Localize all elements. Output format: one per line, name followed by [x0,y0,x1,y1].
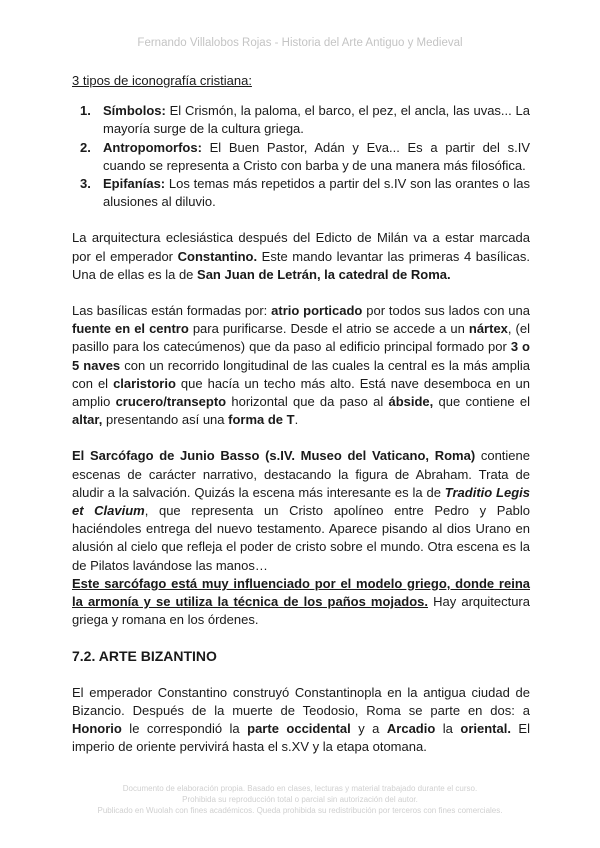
bold-underline-run: Este sarcófago está muy influenciado por el modelo griego, donde reina la armonía y se utiliza la técnica de los paños mojados. [72,575,530,610]
list-item [72,139,530,175]
text-run: Este mando levantar las primeras 4 basílicas. Una de ellas es la de [72,248,530,282]
bold-run: Arcadio [386,721,436,737]
bold-run: El Sarcófago de Junio Basso (s.IV. Museo del Vaticano, Roma) [72,448,476,464]
text-run: que hacía un techo más alto. Está nave desemboca en un amplio [72,375,530,410]
bold-run: oriental. [460,721,511,737]
text-run: horizontal que da paso al [226,394,389,410]
text-run: que contiene el [433,394,530,410]
bold-run: parte occidental [247,721,351,737]
list-item [72,175,530,211]
text-run: El emperador Constantino construyó Constantinopla en la antigua ciudad de Bizancio. Después de la muerte de Teodosio, Roma se parte en dos: a [72,684,530,718]
bold-italic-run: Traditio Legis et Clavium [72,484,530,519]
bold-run: San Juan de Letrán, la catedral de Roma. [197,266,451,282]
list-term: Epifanías: [103,176,166,192]
bold-run: crucero/transepto [115,394,227,410]
paragraph-sarcofago [72,447,530,629]
intro-text: 3 tipos de iconografía cristiana: [72,73,252,88]
list-item [72,102,530,138]
text-run: . [294,412,299,428]
bold-run: altar, [72,412,103,428]
list-term: Símbolos: [103,103,166,119]
text-run: para purificarse. Desde el atrio se accede a un [188,321,469,337]
list-text: El Buen Pastor, Adán y Eva... Es a partir del s.IV cuando se representa a Cristo con barba y de una manera más filosófica. [103,139,530,173]
bold-run: atrio porticado [271,303,363,319]
text-run: La arquitectura eclesiástica después del Edicto de Milán va a estar marcada por el emperador [72,230,530,264]
footer-line: Prohibida su reproducción total o parcial sin autorización del autor. [182,795,418,804]
intro-line [72,72,530,90]
text-run: , que representa un Cristo apolíneo entre Pedro y Pablo haciéndoles entrega del nuevo testamento. Aparece pisando al dios Urano en alusión al cielo que refleja el poder de cristo sobre el mundo. Otra escena es la de Pilatos lavándose las manos… [72,503,530,573]
footer-line: Documento de elaboración propia. Basado en clases, lecturas y material trabajado durante el curso. [122,784,478,793]
text-run: Las basílicas están formadas por: [72,303,272,319]
text-run: , (el pasillo para los catecúmenos) que da paso al edificio principal formado por [72,321,530,355]
text-run: El imperio de oriente pervivirá hasta el s.XV y la etapa otomana. [72,721,530,755]
bold-run: ábside, [388,394,434,410]
paragraph-bizantino [72,684,530,757]
list-number: 2. [80,139,91,155]
document-body [72,72,530,757]
bold-run: forma de T [228,412,295,428]
page-footer [0,783,600,816]
iconography-list [72,102,530,211]
bold-run: 3 o 5 naves [72,339,530,373]
text-run: por todos sus lados con una [362,303,530,319]
list-text: El Crismón, la paloma, el barco, el pez, el ancla, las uvas... La mayoría surge de la cultura griega. [103,103,530,137]
text-run: presentando así una [102,412,229,428]
list-term: Antropomorfos: [103,139,202,155]
list-text: Los temas más repetidos a partir del s.IV son las orantes o las alusiones al diluvio. [103,176,530,210]
bold-run: nártex [468,321,508,337]
section-heading: 7.2. ARTE BIZANTINO [72,648,217,665]
footer-line: Publicado en Wuolah con fines académicos. Queda prohibida su redistribución por terceros con fines comerciales. [97,806,503,815]
bold-run: fuente en el centro [72,321,189,337]
paragraph-constantino [72,229,530,284]
text-run: Hay arquitectura griega y romana en los órdenes. [72,594,530,628]
bold-run: Constantino. [177,248,258,264]
page-header: Fernando Villalobos Rojas - Historia del Arte Antiguo y Medieval [137,37,463,49]
text-run: con un recorrido longitudinal de las cuales la central es la más amplia con el [72,357,530,391]
paragraph-basilicas [72,302,530,429]
text-run: le correspondió la [121,721,248,737]
bold-run: Honorio [72,721,122,737]
bold-run: claristorio [113,375,176,391]
text-run: contiene escenas de carácter narrativo, destacando la figura de Abraham. Trata de aludir a la salvación. Quizás la escena más interesante es la de [72,448,530,500]
list-number: 3. [80,176,91,192]
text-run: la [435,721,461,737]
text-run: y a [350,721,387,737]
list-number: 1. [80,103,91,119]
